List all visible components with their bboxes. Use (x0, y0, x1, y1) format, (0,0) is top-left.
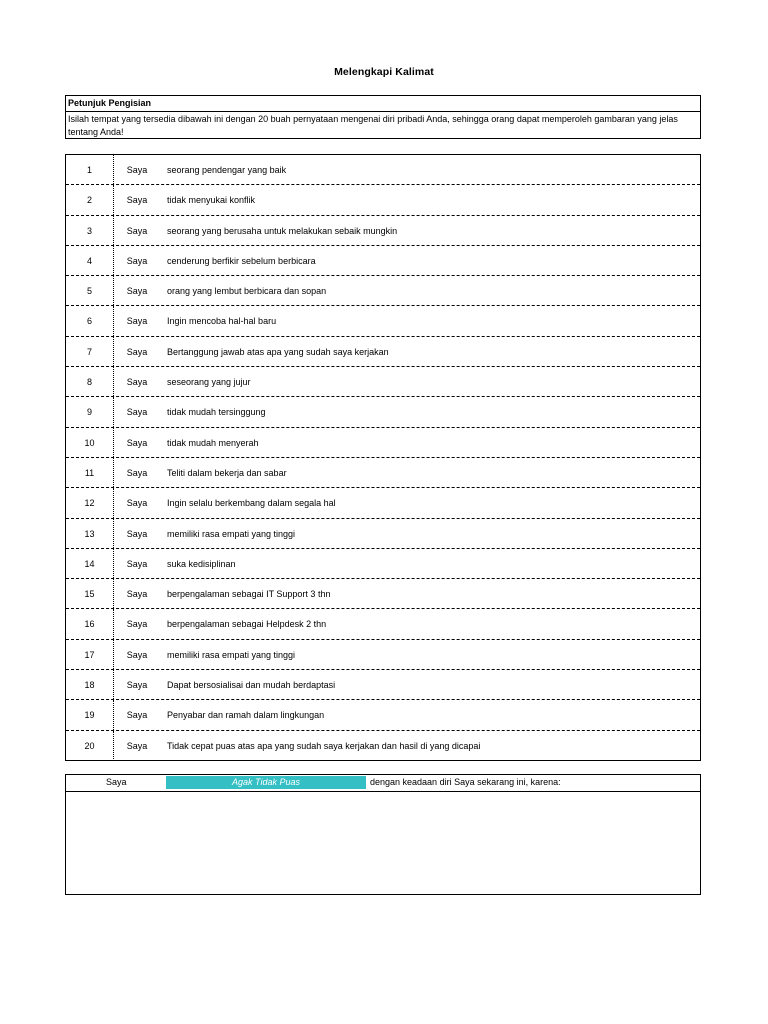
statements-table (65, 154, 701, 761)
statement-text-cell[interactable]: tidak mudah tersinggung (167, 407, 266, 418)
statement-saya-label: Saya (126, 740, 148, 751)
statement-number: 19 (66, 700, 114, 729)
statement-text-cell[interactable]: seorang yang berusaha untuk melakukan sebaik mungkin (167, 225, 398, 236)
statement-number: 16 (66, 609, 114, 638)
statement-number: 15 (66, 579, 114, 608)
statement-number: 5 (66, 276, 114, 305)
statement-number: 4 (66, 246, 114, 275)
statement-saya-label: Saya (126, 558, 148, 569)
statement-row (66, 246, 700, 276)
statement-row (66, 185, 700, 215)
conclusion-saya-label: Saya (106, 777, 127, 787)
statement-text-cell[interactable]: tidak mudah menyerah (167, 437, 259, 448)
statement-saya-label: Saya (126, 165, 148, 175)
statement-saya-label: Saya (126, 437, 148, 448)
statement-saya-label: Saya (126, 528, 148, 539)
statement-number: 3 (66, 216, 114, 245)
statement-text-cell[interactable]: Bertanggung jawab atas apa yang sudah saya kerjakan (167, 346, 389, 357)
statement-row (66, 549, 700, 579)
statement-number: 6 (66, 306, 114, 335)
statement-text-cell[interactable]: cenderung berfikir sebelum berbicara (167, 255, 316, 266)
statement-number: 10 (66, 428, 114, 457)
statement-text-cell[interactable]: Penyabar dan ramah dalam lingkungan (167, 710, 325, 721)
statement-row (66, 428, 700, 458)
statement-row (66, 458, 700, 488)
statement-text-cell[interactable]: berpengalaman sebagai IT Support 3 thn (167, 589, 331, 600)
statement-text-cell[interactable]: orang yang lembut berbicara dan sopan (167, 286, 327, 297)
statement-number: 18 (66, 670, 114, 699)
satisfaction-dropdown[interactable]: Agak Tidak Puas (166, 776, 366, 789)
statement-text-cell[interactable]: Ingin selalu berkembang dalam segala hal (167, 498, 336, 509)
conclusion-header (66, 775, 700, 792)
statement-row (66, 579, 700, 609)
instructions-box (65, 95, 701, 139)
statement-saya-label: Saya (126, 498, 148, 509)
statement-saya-label: Saya (126, 316, 148, 327)
statement-number: 8 (66, 367, 114, 396)
conclusion-box (65, 774, 701, 895)
instructions-heading: Petunjuk Pengisian (66, 96, 700, 112)
statement-text-cell[interactable]: suka kedisiplinan (167, 558, 236, 569)
statement-saya-label: Saya (126, 195, 148, 206)
statement-row (66, 306, 700, 336)
statement-saya-label: Saya (126, 346, 148, 357)
statement-text-cell[interactable]: Dapat bersosialisai dan mudah berdaptasi (167, 680, 336, 691)
statement-number: 14 (66, 549, 114, 578)
statement-row (66, 640, 700, 670)
statement-number: 13 (66, 519, 114, 548)
statement-saya-label: Saya (126, 286, 148, 297)
statement-row (66, 155, 700, 185)
statement-row (66, 367, 700, 397)
statement-number: 12 (66, 488, 114, 517)
statement-row (66, 337, 700, 367)
statement-text-cell[interactable]: memiliki rasa empati yang tinggi (167, 649, 296, 660)
statement-number: 9 (66, 397, 114, 426)
statement-text-cell[interactable]: tidak menyukai konflik (167, 195, 256, 206)
statement-saya-label: Saya (126, 710, 148, 721)
statement-number: 7 (66, 337, 114, 366)
statement-saya-label: Saya (126, 407, 148, 418)
reason-answer-field[interactable] (66, 791, 704, 898)
statement-row (66, 670, 700, 700)
statement-number: 20 (66, 731, 114, 761)
statement-text-cell[interactable]: Tidak cepat puas atas apa yang sudah saya kerjakan dan hasil di yang dicapai (167, 740, 481, 751)
statement-number: 11 (66, 458, 114, 487)
statement-number: 2 (66, 185, 114, 214)
page-title: Melengkapi Kalimat (334, 66, 434, 78)
statement-text-cell[interactable]: Teliti dalam bekerja dan sabar (167, 467, 287, 478)
statement-text-cell[interactable]: berpengalaman sebagai Helpdesk 2 thn (167, 619, 327, 630)
statement-row (66, 488, 700, 518)
statement-saya-label: Saya (126, 255, 148, 266)
statement-row (66, 276, 700, 306)
statement-saya-label: Saya (126, 680, 148, 691)
statement-number: 1 (66, 155, 114, 184)
statement-saya-label: Saya (126, 377, 148, 388)
statement-number: 17 (66, 640, 114, 669)
statement-row (66, 519, 700, 549)
statement-row (66, 397, 700, 427)
statement-saya-label: Saya (126, 589, 148, 600)
statement-saya-label: Saya (126, 649, 148, 660)
statement-row (66, 700, 700, 730)
conclusion-continuation-text: dengan keadaan diri Saya sekarang ini, karena: (370, 777, 561, 787)
statement-text-cell[interactable]: seseorang yang jujur (167, 377, 251, 388)
statement-text-cell[interactable]: memiliki rasa empati yang tinggi (167, 528, 296, 539)
statement-saya-label: Saya (126, 467, 148, 478)
statement-saya-label: Saya (126, 619, 148, 630)
statement-row (66, 731, 700, 761)
statement-row (66, 609, 700, 639)
statement-saya-label: Saya (126, 225, 148, 236)
instructions-text: Isilah tempat yang tersedia dibawah ini dengan 20 buah pernyataan mengenai diri pribadi Anda, sehingga orang dapat memperoleh gambaran yang jelas tentang Anda! (68, 114, 678, 137)
statement-text-cell[interactable]: seorang pendengar yang baik (167, 165, 287, 175)
statement-row (66, 216, 700, 246)
statement-text-cell[interactable]: Ingin mencoba hal-hal baru (167, 316, 277, 327)
